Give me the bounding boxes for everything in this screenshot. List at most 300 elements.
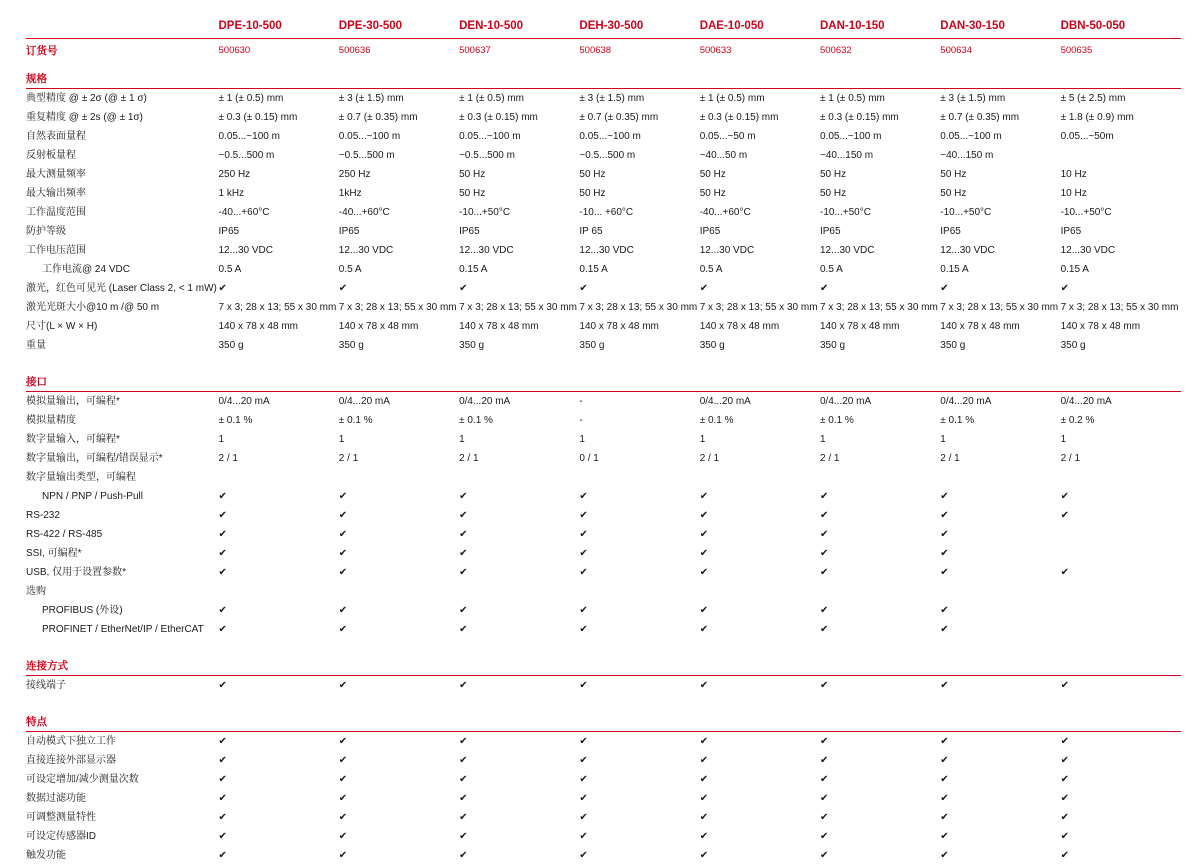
cell-value: 12...30 VDC bbox=[819, 245, 875, 256]
cell-value bbox=[1061, 468, 1181, 487]
row-label: RS-232 bbox=[26, 510, 60, 521]
cell-value: 0.5 A bbox=[699, 264, 723, 275]
cell-value bbox=[1061, 525, 1181, 544]
cell-value: IP65 bbox=[940, 226, 961, 237]
cell-check: ✔ bbox=[459, 491, 468, 502]
cell-value: ± 1 (± 0.5) mm bbox=[218, 93, 284, 104]
cell-check: ✔ bbox=[699, 680, 709, 691]
table-row bbox=[26, 279, 1181, 298]
column-header-7: DAN-30-150 bbox=[940, 18, 1060, 39]
cell-check: ✔ bbox=[338, 680, 348, 691]
cell-value: 0/4...20 mA bbox=[699, 396, 751, 407]
cell-check: ✔ bbox=[218, 529, 227, 540]
section-heading-filler bbox=[820, 365, 940, 392]
row-label: RS-422 / RS-485 bbox=[26, 529, 103, 540]
cell-check: ✔ bbox=[699, 624, 709, 635]
cell-check: ✔ bbox=[459, 680, 468, 691]
table-row bbox=[26, 468, 1181, 487]
section-heading-filler bbox=[339, 62, 459, 89]
cell-value: 0.15 A bbox=[579, 264, 608, 275]
cell-value: 12...30 VDC bbox=[459, 245, 514, 256]
cell-check: ✔ bbox=[579, 624, 588, 635]
cell-value: 7 x 3; 28 x 13; 55 x 30 mm bbox=[819, 302, 938, 313]
cell-check: ✔ bbox=[940, 774, 949, 785]
row-label: 可设定增加/减少测量次数 bbox=[26, 774, 139, 785]
cell-value bbox=[579, 468, 699, 487]
table-row bbox=[26, 449, 1181, 468]
column-header-1: DPE-10-500 bbox=[219, 18, 339, 39]
cell-value: 350 g bbox=[819, 340, 846, 351]
cell-value: 140 x 78 x 48 mm bbox=[579, 321, 659, 332]
table-row bbox=[26, 827, 1181, 846]
cell-check: ✔ bbox=[940, 736, 949, 747]
table-row bbox=[26, 808, 1181, 827]
cell-value: 350 g bbox=[940, 340, 966, 351]
cell-value: 7 x 3; 28 x 13; 55 x 30 mm bbox=[579, 302, 698, 313]
cell-value: -10...+50°C bbox=[1060, 207, 1112, 218]
section-heading-filler bbox=[700, 705, 820, 732]
column-header-3: DEN-10-500 bbox=[459, 18, 579, 39]
cell-check: ✔ bbox=[699, 567, 709, 578]
cell-value: ± 0.2 % bbox=[1060, 415, 1095, 426]
cell-value: 50 Hz bbox=[819, 188, 847, 199]
cell-value: 2 / 1 bbox=[699, 453, 720, 464]
cell-check: ✔ bbox=[459, 736, 468, 747]
cell-value bbox=[339, 582, 459, 601]
cell-check: ✔ bbox=[1060, 755, 1069, 766]
cell-check: ✔ bbox=[699, 510, 709, 521]
cell-value: 50 Hz bbox=[459, 169, 486, 180]
table-row bbox=[26, 336, 1181, 355]
cell-check: ✔ bbox=[819, 548, 829, 559]
table-row bbox=[26, 620, 1181, 639]
table-row bbox=[26, 563, 1181, 582]
cell-check: ✔ bbox=[338, 831, 348, 842]
cell-check: ✔ bbox=[1060, 680, 1069, 691]
cell-check: ✔ bbox=[940, 567, 949, 578]
cell-check: ✔ bbox=[699, 850, 709, 861]
cell-value bbox=[1061, 146, 1181, 165]
cell-check: ✔ bbox=[218, 283, 227, 294]
cell-value: 0.05...~100 m bbox=[940, 131, 1002, 142]
section-heading-filler bbox=[820, 649, 940, 676]
table-row bbox=[26, 676, 1181, 696]
cell-check: ✔ bbox=[819, 529, 829, 540]
cell-check: ✔ bbox=[819, 624, 829, 635]
table-row bbox=[26, 411, 1181, 430]
cell-value: 140 x 78 x 48 mm bbox=[940, 321, 1020, 332]
cell-check: ✔ bbox=[819, 491, 829, 502]
section-heading-filler bbox=[339, 705, 459, 732]
cell-value: -10... +60°C bbox=[579, 207, 634, 218]
cell-value: 1 bbox=[459, 434, 465, 445]
column-header-6: DAN-10-150 bbox=[820, 18, 940, 39]
cell-value: ± 0.3 (± 0.15) mm bbox=[699, 112, 779, 123]
cell-value: ± 3 (± 1.5) mm bbox=[940, 93, 1006, 104]
cell-check: ✔ bbox=[338, 755, 348, 766]
order-number-value: 500636 bbox=[338, 45, 371, 56]
cell-check: ✔ bbox=[940, 491, 949, 502]
table-row bbox=[26, 146, 1181, 165]
cell-check: ✔ bbox=[459, 831, 468, 842]
cell-value: 1 kHz bbox=[218, 188, 245, 199]
cell-value: ± 0.7 (± 0.35) mm bbox=[940, 112, 1020, 123]
cell-check: ✔ bbox=[579, 774, 588, 785]
cell-value: IP65 bbox=[1060, 226, 1082, 237]
row-label: 防护等级 bbox=[26, 226, 66, 237]
section-heading-filler bbox=[459, 365, 579, 392]
cell-value: IP 65 bbox=[579, 226, 603, 237]
cell-check: ✔ bbox=[338, 605, 348, 616]
cell-check: ✔ bbox=[459, 567, 468, 578]
row-label: 自动模式下独立工作 bbox=[26, 736, 116, 747]
cell-value: 350 g bbox=[579, 340, 605, 351]
cell-value bbox=[700, 468, 820, 487]
section-heading-filler bbox=[219, 649, 339, 676]
cell-check: ✔ bbox=[699, 736, 709, 747]
cell-value: ± 5 (± 2.5) mm bbox=[1060, 93, 1126, 104]
row-label: 最大输出频率 bbox=[26, 188, 86, 199]
cell-value bbox=[579, 582, 699, 601]
cell-check: ✔ bbox=[218, 491, 227, 502]
cell-value: 0/4...20 mA bbox=[218, 396, 270, 407]
cell-value: 1kHz bbox=[338, 188, 362, 199]
section-heading-filler bbox=[940, 705, 1060, 732]
cell-check: ✔ bbox=[819, 755, 829, 766]
row-label: 数字量输出类型，可编程 bbox=[26, 472, 136, 483]
row-label: 工作电压范围 bbox=[26, 245, 86, 256]
cell-value: 0.5 A bbox=[338, 264, 362, 275]
section-heading-filler bbox=[940, 365, 1060, 392]
section-title: 连接方式 bbox=[26, 649, 219, 676]
cell-check: ✔ bbox=[459, 510, 468, 521]
cell-check: ✔ bbox=[1060, 736, 1069, 747]
cell-check: ✔ bbox=[940, 680, 949, 691]
cell-check: ✔ bbox=[819, 793, 829, 804]
table-row bbox=[26, 430, 1181, 449]
cell-value: 0/4...20 mA bbox=[940, 396, 992, 407]
cell-value: ~0.5...500 m bbox=[459, 150, 515, 161]
cell-value: 12...30 VDC bbox=[1060, 245, 1116, 256]
table-row bbox=[26, 89, 1181, 109]
cell-value: 2 / 1 bbox=[338, 453, 359, 464]
cell-check: ✔ bbox=[1060, 812, 1069, 823]
cell-value bbox=[820, 582, 940, 601]
order-number-row bbox=[26, 39, 1181, 63]
row-label: SSI, 可编程* bbox=[26, 548, 82, 559]
cell-value: ± 0.1 % bbox=[940, 415, 975, 426]
cell-value: 2 / 1 bbox=[1060, 453, 1081, 464]
cell-value: 350 g bbox=[1060, 340, 1086, 351]
cell-check: ✔ bbox=[579, 736, 588, 747]
table-row bbox=[26, 203, 1181, 222]
cell-check: ✔ bbox=[218, 850, 227, 861]
section-heading-filler bbox=[1061, 705, 1181, 732]
cell-check: ✔ bbox=[459, 793, 468, 804]
spacer-cell bbox=[26, 639, 1181, 649]
cell-value: 0.05...~50 m bbox=[699, 131, 756, 142]
cell-check: ✔ bbox=[338, 850, 348, 861]
cell-value: ± 1 (± 0.5) mm bbox=[819, 93, 885, 104]
cell-check: ✔ bbox=[1060, 774, 1069, 785]
cell-value bbox=[219, 468, 339, 487]
cell-check: ✔ bbox=[218, 736, 227, 747]
cell-check: ✔ bbox=[699, 283, 709, 294]
cell-check: ✔ bbox=[218, 680, 227, 691]
section-heading-filler bbox=[219, 365, 339, 392]
section-spacer bbox=[26, 695, 1181, 705]
cell-check: ✔ bbox=[218, 755, 227, 766]
cell-value: 50 Hz bbox=[940, 188, 967, 199]
cell-check: ✔ bbox=[699, 529, 709, 540]
cell-value bbox=[940, 468, 1060, 487]
table-row bbox=[26, 544, 1181, 563]
cell-value: 0/4...20 mA bbox=[819, 396, 872, 407]
cell-value: 1 bbox=[579, 434, 585, 445]
cell-value bbox=[459, 582, 579, 601]
cell-check: ✔ bbox=[579, 491, 588, 502]
cell-check: ✔ bbox=[819, 831, 829, 842]
cell-check: ✔ bbox=[699, 491, 709, 502]
cell-check: ✔ bbox=[338, 567, 348, 578]
cell-value: 0.15 A bbox=[1060, 264, 1089, 275]
cell-check: ✔ bbox=[218, 793, 227, 804]
section-heading-filler bbox=[940, 649, 1060, 676]
cell-check: ✔ bbox=[940, 850, 949, 861]
cell-check: ✔ bbox=[338, 529, 348, 540]
cell-check: ✔ bbox=[699, 812, 709, 823]
section-spacer bbox=[26, 355, 1181, 365]
cell-value: 50 Hz bbox=[819, 169, 847, 180]
section-title: 规格 bbox=[26, 62, 219, 89]
cell-value: 12...30 VDC bbox=[218, 245, 273, 256]
section-heading-filler bbox=[820, 705, 940, 732]
cell-value: ± 0.1 % bbox=[819, 415, 854, 426]
table-header-row bbox=[26, 18, 1181, 39]
cell-value: ± 0.1 % bbox=[338, 415, 373, 426]
cell-value: 1 bbox=[699, 434, 706, 445]
cell-value: ± 0.1 % bbox=[699, 415, 734, 426]
cell-value: 50 Hz bbox=[699, 169, 726, 180]
cell-check: ✔ bbox=[819, 510, 829, 521]
section-heading-filler bbox=[700, 62, 820, 89]
cell-value: 140 x 78 x 48 mm bbox=[699, 321, 780, 332]
cell-value: 50 Hz bbox=[579, 169, 606, 180]
cell-check: ✔ bbox=[1060, 793, 1069, 804]
cell-value: -40...+60°C bbox=[218, 207, 270, 218]
table-row bbox=[26, 108, 1181, 127]
specification-table bbox=[26, 18, 1181, 865]
cell-value: 0/4...20 mA bbox=[459, 396, 511, 407]
table-row bbox=[26, 525, 1181, 544]
cell-value: ~40...50 m bbox=[699, 150, 748, 161]
row-label: 工作温度范围 bbox=[26, 207, 86, 218]
row-label: 可调整测量特性 bbox=[26, 812, 96, 823]
cell-value bbox=[339, 468, 459, 487]
order-number-value: 500630 bbox=[218, 45, 251, 56]
cell-check: ✔ bbox=[218, 774, 227, 785]
order-number-value: 500632 bbox=[819, 45, 852, 56]
section-heading-filler bbox=[820, 62, 940, 89]
cell-value: 50 Hz bbox=[579, 188, 606, 199]
cell-value: 7 x 3; 28 x 13; 55 x 30 mm bbox=[940, 302, 1059, 313]
cell-value: 12...30 VDC bbox=[579, 245, 634, 256]
cell-check: ✔ bbox=[940, 548, 949, 559]
cell-value: IP65 bbox=[459, 226, 480, 237]
order-number-value: 500634 bbox=[940, 45, 972, 56]
cell-value: 0.05...~100 m bbox=[579, 131, 641, 142]
cell-value: 1 bbox=[1060, 434, 1067, 445]
cell-check: ✔ bbox=[699, 831, 709, 842]
order-number-value: 500633 bbox=[699, 45, 732, 56]
cell-check: ✔ bbox=[338, 283, 348, 294]
cell-check: ✔ bbox=[940, 529, 949, 540]
table-row bbox=[26, 392, 1181, 412]
cell-value: ± 3 (± 1.5) mm bbox=[579, 93, 645, 104]
row-label: 可设定传感器ID bbox=[26, 831, 96, 842]
cell-check: ✔ bbox=[819, 283, 829, 294]
cell-value: 0/4...20 mA bbox=[1060, 396, 1112, 407]
cell-value: 350 g bbox=[218, 340, 244, 351]
cell-check: ✔ bbox=[1060, 850, 1069, 861]
column-header-2: DPE-30-500 bbox=[339, 18, 459, 39]
cell-value: ~0.5...500 m bbox=[338, 150, 395, 161]
cell-check: ✔ bbox=[579, 850, 588, 861]
cell-check: ✔ bbox=[579, 680, 588, 691]
cell-check: ✔ bbox=[218, 624, 227, 635]
table-row bbox=[26, 127, 1181, 146]
section-heading-filler bbox=[219, 62, 339, 89]
cell-check: ✔ bbox=[819, 812, 829, 823]
row-label: 接线端子 bbox=[26, 680, 66, 691]
cell-value bbox=[1061, 620, 1181, 639]
table-row bbox=[26, 298, 1181, 317]
cell-check: ✔ bbox=[579, 548, 588, 559]
cell-value: ± 3 (± 1.5) mm bbox=[338, 93, 404, 104]
row-label: 自然表面量程 bbox=[26, 131, 86, 142]
cell-value: ~40...150 m bbox=[819, 150, 874, 161]
table-row bbox=[26, 770, 1181, 789]
column-header-8: DBN-50-050 bbox=[1061, 18, 1181, 39]
row-label: 重复精度 @ ± 2s (@ ± 1σ) bbox=[26, 112, 143, 123]
cell-value: 0.05...~100 m bbox=[338, 131, 401, 142]
section-heading-filler bbox=[700, 365, 820, 392]
cell-value: - bbox=[579, 415, 583, 426]
section-title: 特点 bbox=[26, 705, 219, 732]
section-title: 接口 bbox=[26, 365, 219, 392]
cell-value: ± 0.7 (± 0.35) mm bbox=[338, 112, 418, 123]
cell-value: 140 x 78 x 48 mm bbox=[459, 321, 539, 332]
table-row bbox=[26, 732, 1181, 752]
section-heading-filler bbox=[579, 62, 699, 89]
cell-value: 2 / 1 bbox=[459, 453, 479, 464]
cell-check: ✔ bbox=[459, 850, 468, 861]
section-heading-row bbox=[26, 705, 1181, 732]
row-label: 工作电流@ 24 VDC bbox=[42, 264, 130, 275]
cell-check: ✔ bbox=[218, 831, 227, 842]
cell-check: ✔ bbox=[218, 548, 227, 559]
section-heading-filler bbox=[579, 705, 699, 732]
cell-value: 0.5 A bbox=[218, 264, 242, 275]
cell-value: ~40...150 m bbox=[940, 150, 994, 161]
cell-value: 0.5 A bbox=[819, 264, 843, 275]
row-label: 选购 bbox=[26, 586, 46, 597]
table-row bbox=[26, 487, 1181, 506]
cell-value: 50 Hz bbox=[699, 188, 726, 199]
cell-check: ✔ bbox=[699, 605, 709, 616]
cell-check: ✔ bbox=[940, 831, 949, 842]
row-label: USB, 仅用于设置参数* bbox=[26, 567, 127, 578]
cell-value: -40...+60°C bbox=[338, 207, 390, 218]
table-row bbox=[26, 751, 1181, 770]
row-label: 数据过滤功能 bbox=[26, 793, 86, 804]
section-heading-filler bbox=[1061, 649, 1181, 676]
cell-check: ✔ bbox=[338, 624, 348, 635]
row-label: 数字量输出，可编程/错误显示* bbox=[26, 453, 163, 464]
cell-check: ✔ bbox=[579, 529, 588, 540]
cell-value bbox=[700, 582, 820, 601]
cell-value: 50 Hz bbox=[459, 188, 486, 199]
header-label-cell bbox=[26, 18, 219, 39]
cell-value bbox=[1061, 582, 1181, 601]
section-heading-filler bbox=[219, 705, 339, 732]
section-heading-filler bbox=[459, 62, 579, 89]
cell-check: ✔ bbox=[1060, 283, 1069, 294]
row-label: 直接连接外部显示器 bbox=[26, 755, 116, 766]
cell-value: IP65 bbox=[338, 226, 360, 237]
cell-value: ~0.5...500 m bbox=[579, 150, 636, 161]
cell-value: ~0.5...500 m bbox=[218, 150, 275, 161]
row-label: 模拟量输出，可编程* bbox=[26, 396, 120, 407]
cell-check: ✔ bbox=[1060, 567, 1069, 578]
cell-value: 0 / 1 bbox=[579, 453, 599, 464]
cell-check: ✔ bbox=[699, 548, 709, 559]
cell-check: ✔ bbox=[699, 774, 709, 785]
cell-check: ✔ bbox=[459, 529, 468, 540]
cell-check: ✔ bbox=[459, 605, 468, 616]
cell-check: ✔ bbox=[940, 283, 949, 294]
cell-check: ✔ bbox=[579, 283, 588, 294]
cell-check: ✔ bbox=[1060, 491, 1069, 502]
cell-check: ✔ bbox=[338, 736, 348, 747]
section-heading-filler bbox=[579, 365, 699, 392]
cell-value: ± 0.3 (± 0.15) mm bbox=[819, 112, 899, 123]
row-label: 重量 bbox=[26, 340, 46, 351]
cell-value: 1 bbox=[338, 434, 345, 445]
cell-value: -10...+50°C bbox=[819, 207, 871, 218]
section-heading-row bbox=[26, 365, 1181, 392]
table-row bbox=[26, 222, 1181, 241]
section-heading-filler bbox=[339, 365, 459, 392]
section-spacer bbox=[26, 639, 1181, 649]
cell-check: ✔ bbox=[218, 567, 227, 578]
cell-value: 7 x 3; 28 x 13; 55 x 30 mm bbox=[699, 302, 818, 313]
table-row bbox=[26, 317, 1181, 336]
cell-value: 140 x 78 x 48 mm bbox=[218, 321, 298, 332]
cell-value: IP65 bbox=[218, 226, 240, 237]
cell-check: ✔ bbox=[459, 624, 468, 635]
cell-value: ± 0.1 % bbox=[459, 415, 493, 426]
row-label: 模拟量精度 bbox=[26, 415, 76, 426]
cell-check: ✔ bbox=[338, 774, 348, 785]
cell-check: ✔ bbox=[1060, 831, 1069, 842]
cell-value: 140 x 78 x 48 mm bbox=[1060, 321, 1141, 332]
cell-value: -10...+50°C bbox=[940, 207, 992, 218]
section-heading-filler bbox=[579, 649, 699, 676]
table-row bbox=[26, 601, 1181, 620]
cell-check: ✔ bbox=[579, 793, 588, 804]
cell-value: ± 0.7 (± 0.35) mm bbox=[579, 112, 659, 123]
